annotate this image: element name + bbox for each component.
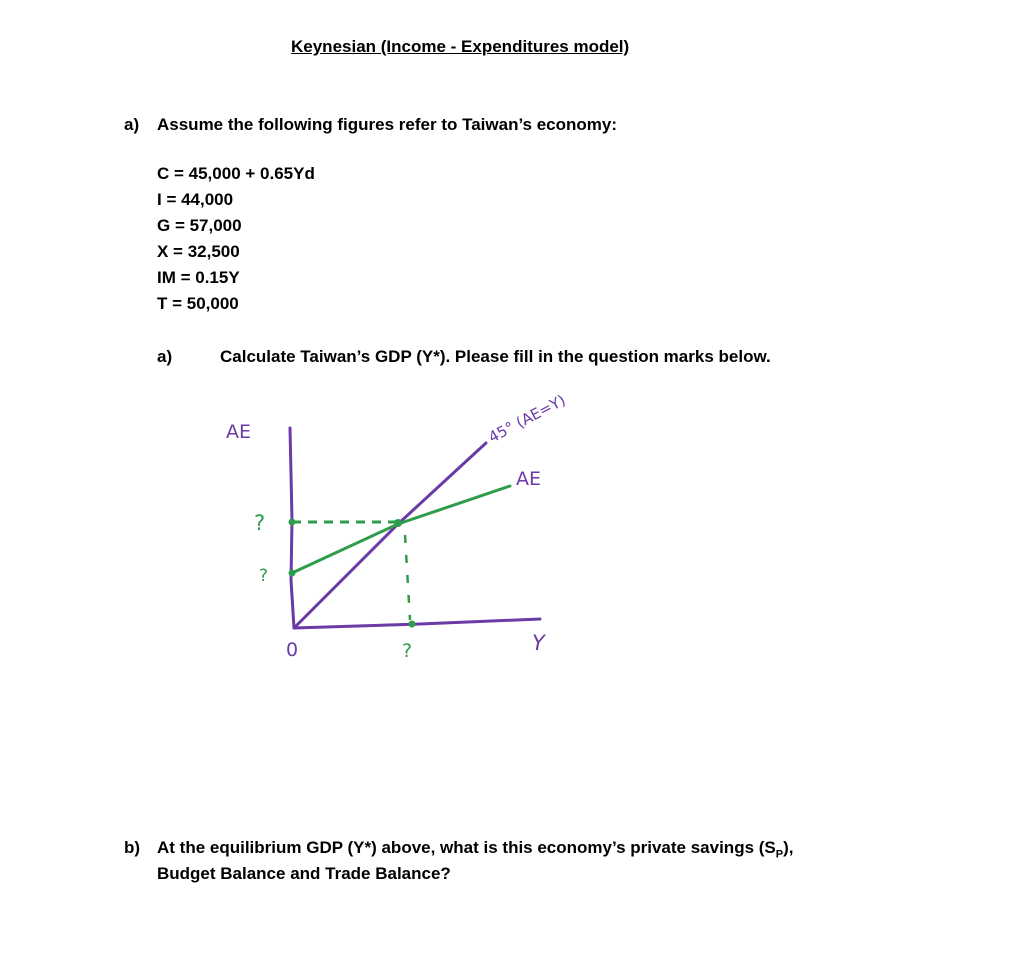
y-intercept-mark: ? bbox=[259, 566, 269, 586]
equation-imports: IM = 0.15Y bbox=[157, 268, 240, 287]
x-axis-label: Y bbox=[532, 631, 545, 655]
y-axis bbox=[290, 428, 294, 628]
line-45-degree bbox=[294, 443, 486, 628]
part-b-label: b) bbox=[124, 838, 141, 857]
sub-question-label: a) bbox=[157, 347, 173, 366]
line-45-label: 45° (AE=Y) bbox=[485, 390, 569, 447]
part-b-prompt-line1 bbox=[157, 838, 794, 860]
x-equilibrium-mark: ? bbox=[402, 640, 413, 662]
equilibrium-point bbox=[394, 519, 402, 527]
part-a-prompt: Assume the following figures refer to Taiwan’s economy: bbox=[157, 115, 618, 134]
equation-taxes: T = 50,000 bbox=[157, 294, 239, 313]
x-axis bbox=[294, 619, 540, 628]
equation-consumption: C = 45,000 + 0.65Yd bbox=[157, 164, 315, 183]
y-equilibrium-mark: ? bbox=[254, 511, 266, 535]
ae-line-label: AE bbox=[516, 468, 542, 490]
equation-exports: X = 32,500 bbox=[157, 242, 240, 261]
origin-label: 0 bbox=[286, 639, 299, 661]
sub-question-text: Calculate Taiwan’s GDP (Y*). Please fill in the question marks below. bbox=[220, 347, 771, 366]
page-title: Keynesian (Income - Expenditures model) bbox=[291, 37, 630, 56]
equation-government: G = 57,000 bbox=[157, 216, 242, 235]
part-b-text-after: ), bbox=[783, 838, 794, 857]
part-b-subscript: P bbox=[775, 848, 784, 861]
y-intercept-point bbox=[289, 570, 296, 577]
part-a-label: a) bbox=[124, 115, 140, 134]
ae-line bbox=[292, 486, 510, 573]
equation-investment: I = 44,000 bbox=[157, 190, 234, 209]
x-equilibrium-point bbox=[409, 621, 416, 628]
part-b-text-before: At the equilibrium GDP (Y*) above, what is this economy’s private savings (S bbox=[157, 838, 776, 857]
y-axis-label: AE bbox=[226, 421, 252, 443]
dashed-line-vertical bbox=[405, 535, 410, 620]
y-equilibrium-tick bbox=[289, 519, 296, 526]
part-b-prompt-line2: Budget Balance and Trade Balance? bbox=[157, 864, 451, 883]
